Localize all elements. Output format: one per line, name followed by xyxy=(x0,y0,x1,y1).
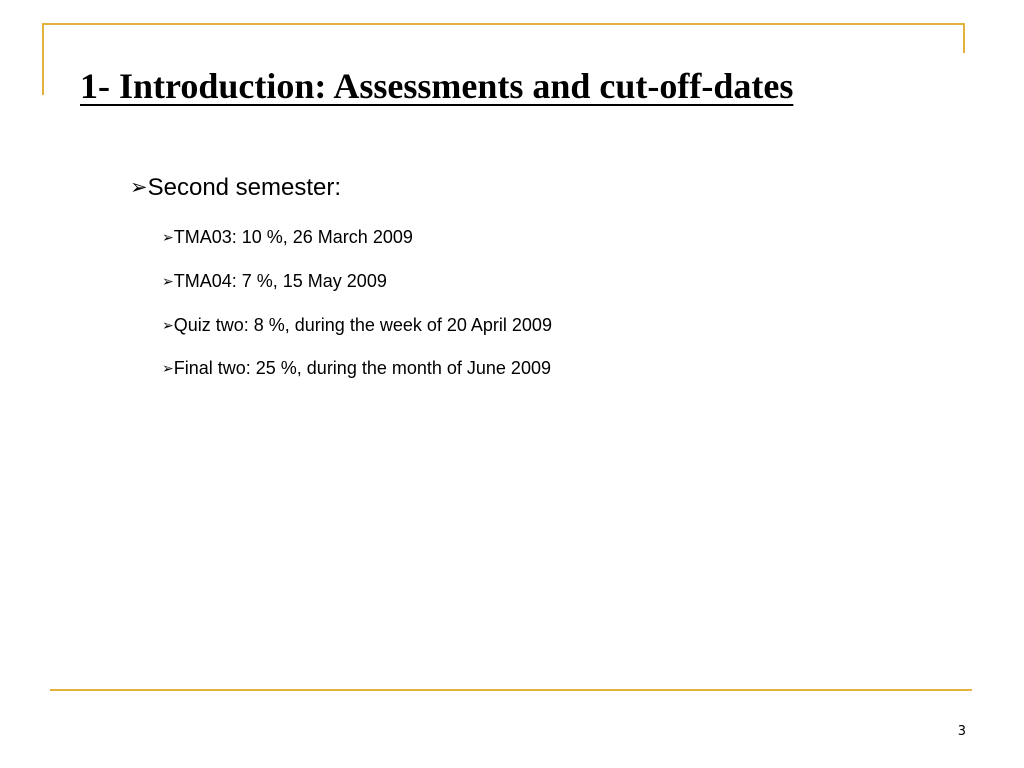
list-item-label: TMA04: 7 %, 15 May 2009 xyxy=(173,271,387,291)
list-item-label: Quiz two: 8 %, during the week of 20 April 2009 xyxy=(173,315,552,335)
frame-top-border xyxy=(42,23,965,25)
section-heading-label: Second semester: xyxy=(147,174,342,201)
arrow-bullet-icon: ➢ xyxy=(162,273,174,289)
footer-divider xyxy=(50,689,972,691)
list-item-label: TMA03: 10 %, 26 March 2009 xyxy=(173,227,413,247)
list-item xyxy=(162,225,413,249)
page-number: 3 xyxy=(957,724,966,739)
list-item xyxy=(162,356,551,380)
arrow-bullet-icon: ➢ xyxy=(162,360,174,376)
slide-title: 1- Introduction: Assessments and cut-off-dates xyxy=(80,66,794,106)
section-heading-item xyxy=(130,172,341,204)
arrow-bullet-icon: ➢ xyxy=(162,229,174,245)
frame-right-border xyxy=(963,23,965,53)
list-item xyxy=(162,269,387,293)
frame-left-border xyxy=(42,23,44,95)
arrow-bullet-icon: ➢ xyxy=(130,176,148,199)
arrow-bullet-icon: ➢ xyxy=(162,317,174,333)
list-item xyxy=(162,313,552,337)
list-item-label: Final two: 25 %, during the month of June 2009 xyxy=(173,358,551,378)
